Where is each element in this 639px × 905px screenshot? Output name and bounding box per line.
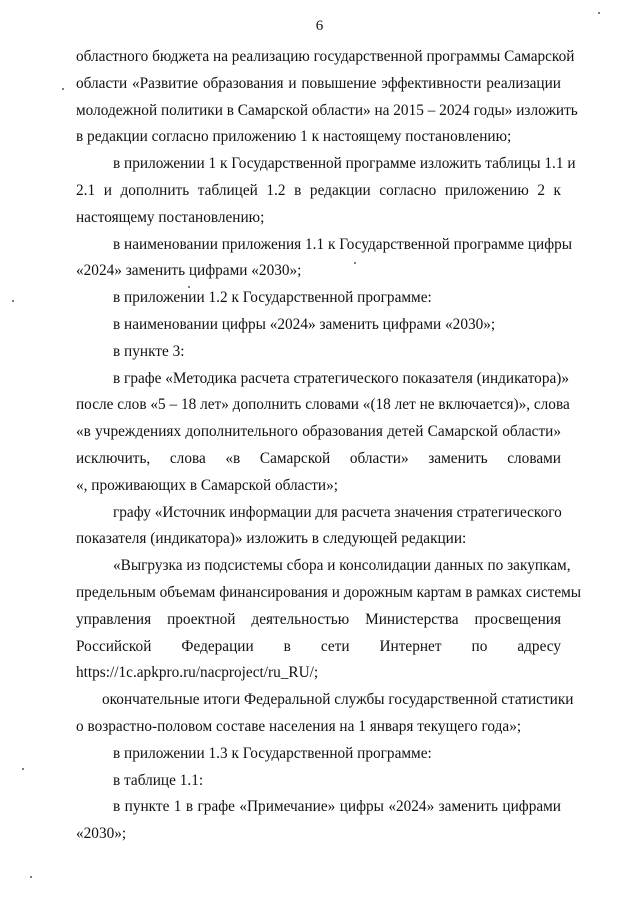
scan-speck	[12, 300, 14, 302]
text-line: в пункте 3:	[113, 342, 185, 360]
document-body	[76, 44, 582, 848]
text-line: области «Развитие образования и повышение эффективности реализации	[76, 74, 561, 92]
text-line: после слов «5 – 18 лет» дополнить словами «(18 лет не включается)», слова	[76, 396, 570, 414]
text-line: «2024» заменить цифрами «2030»;	[76, 262, 302, 280]
text-line: «, проживающих в Самарской области»;	[76, 476, 339, 494]
text-line: показателя (индикатора)» изложить в следующей редакции:	[76, 530, 467, 548]
text-line: в таблице 1.1:	[113, 771, 204, 789]
text-line: в наименовании приложения 1.1 к Государственной программе цифры	[113, 235, 573, 253]
text-line: окончательные итоги Федеральной службы государственной статистики	[102, 691, 574, 709]
text-line: в пункте 1 в графе «Примечание» цифры «2024» заменить цифрами	[113, 798, 561, 816]
scan-speck	[30, 876, 32, 878]
scan-speck	[62, 88, 64, 90]
text-line: в приложении 1.3 к Государственной программе:	[113, 744, 432, 762]
text-line: настоящему постановлению;	[76, 208, 265, 226]
text-line: https://1c.apkpro.ru/nacproject/ru_RU/;	[76, 664, 319, 682]
text-line: о возрастно-половом составе населения на 1 января текущего года»;	[76, 717, 522, 735]
text-line: в графе «Методика расчета стратегического показателя (индикатора)»	[113, 369, 570, 387]
text-line: 2.1 и дополнить таблицей 1.2 в редакции согласно приложению 2 к	[76, 181, 561, 199]
scan-speck	[598, 12, 600, 14]
text-line: областного бюджета на реализацию государственной программы Самарской	[76, 48, 575, 65]
scan-speck	[354, 262, 356, 264]
text-line: управления проектной деятельностью Министерства просвещения	[76, 610, 561, 628]
page-number: 6	[315, 18, 324, 34]
text-line: Российской Федерации в сети Интернет по адресу	[76, 637, 561, 655]
text-line: «Выгрузка из подсистемы сбора и консолидации данных по закупкам,	[113, 557, 571, 575]
text-line: исключить, слова «в Самарской области» заменить словами	[76, 449, 561, 467]
text-line: «2030»;	[76, 825, 127, 843]
text-line: в приложении 1.2 к Государственной программе:	[113, 289, 432, 307]
text-line: в приложении 1 к Государственной программе изложить таблицы 1.1 и	[113, 155, 576, 173]
scan-speck	[188, 286, 190, 288]
text-line: в редакции согласно приложению 1 к настоящему постановлению;	[76, 128, 512, 146]
scan-speck	[22, 768, 24, 770]
text-line: графу «Источник информации для расчета значения стратегического	[113, 503, 562, 521]
text-line: предельным объемам финансирования и дорожным картам в рамках системы	[76, 583, 582, 601]
text-line: в наименовании цифры «2024» заменить цифрами «2030»;	[113, 315, 496, 333]
text-line: молодежной политики в Самарской области» на 2015 – 2024 годы» изложить	[76, 101, 578, 119]
text-line: «в учреждениях дополнительного образования детей Самарской области»	[76, 423, 561, 441]
